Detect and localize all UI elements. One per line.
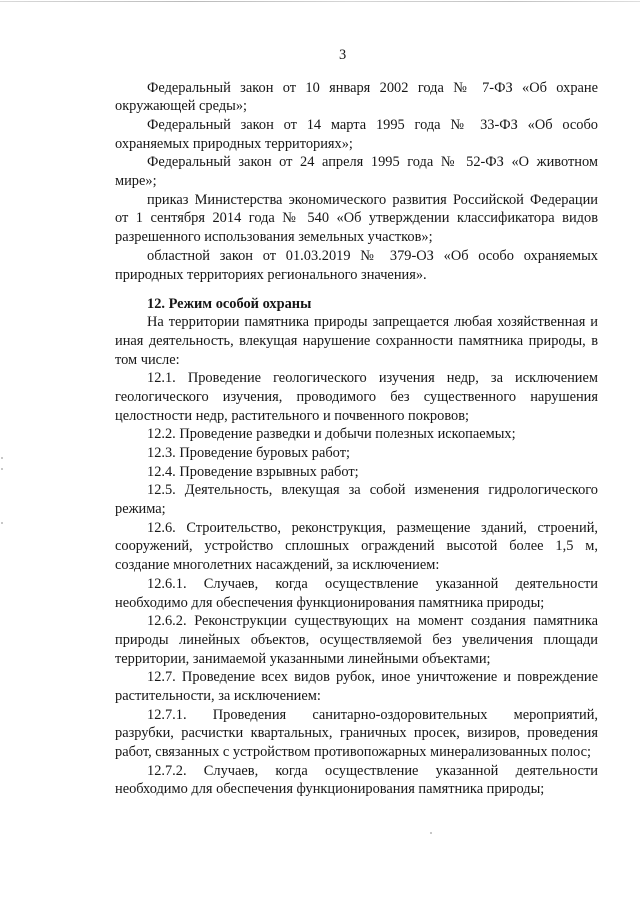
scan-speck (1, 522, 3, 524)
text-line: иная деятельность, влекущая нарушение сохранности памятника природы, в (115, 332, 598, 349)
text-line: охраняемых природных территориях»; (115, 135, 353, 152)
text-line: природы линейных объектов, осуществляемой без увеличения площади (115, 631, 598, 648)
list-item (115, 612, 598, 668)
text-line: растительности, за исключением: (115, 687, 321, 704)
text-line: мире»; (115, 173, 157, 190)
text-line: Федеральный закон от 14 марта 1995 года № 33-ФЗ «Об особо (147, 117, 598, 134)
text-line: 12.7.2. Случаев, когда осуществление указанной деятельности (147, 762, 598, 779)
text-line: 12.3. Проведение буровых работ; (147, 445, 350, 461)
scan-speck (430, 832, 432, 834)
text-line: разрубки, расчистки квартальных, граничных просек, визиров, проведения (115, 725, 598, 742)
page-number: 3 (339, 46, 347, 63)
scan-speck (1, 468, 3, 470)
text-line: окружающей среды»; (115, 98, 248, 115)
list-item (115, 575, 598, 612)
text-line: 12.6.2. Реконструкции существующих на момент создания памятника (147, 613, 598, 630)
scan-edge-line (0, 1, 640, 2)
reference-item (115, 116, 598, 153)
list-item (115, 444, 598, 463)
text-line: На территории памятника природы запрещается любая хозяйственная и (147, 314, 598, 331)
text-line: 12.4. Проведение взрывных работ; (147, 463, 359, 480)
list-item (115, 762, 598, 799)
text-line: приказ Министерства экономического развития Российской Федерации (147, 191, 598, 208)
reference-item (115, 247, 598, 284)
paragraph (115, 313, 598, 369)
document-body (115, 79, 598, 799)
text-line: Федеральный закон от 24 апреля 1995 года № 52-ФЗ «О животном (147, 154, 598, 171)
text-line: 12.5. Деятельность, влекущая за собой изменения гидрологического (147, 482, 598, 499)
text-line: природных территориях регионального значения». (115, 266, 427, 283)
list-item (115, 463, 598, 482)
text-line: Федеральный закон от 10 января 2002 года № 7-ФЗ «Об охране (147, 79, 598, 96)
reference-item (115, 79, 598, 116)
text-line: 12.2. Проведение разведки и добычи полезных ископаемых; (147, 426, 516, 443)
list-item (115, 668, 598, 705)
text-line: необходимо для обеспечения функционирования памятника природы; (115, 781, 545, 798)
text-line: областной закон от 01.03.2019 № 379-ОЗ «Об особо охраняемых (147, 247, 598, 264)
list-item (115, 706, 598, 762)
text-line: 12.7. Проведение всех видов рубок, иное уничтожение и повреждение (147, 669, 598, 686)
text-line: работ, связанных с устройством противопожарных минерализованных полос; (115, 744, 591, 760)
list-item (115, 519, 598, 575)
list-item (115, 425, 598, 444)
text-line: необходимо для обеспечения функционирования памятника природы; (115, 594, 545, 611)
text-line: том числе: (115, 351, 180, 368)
text-line: целостности недр, растительного и почвенного покровов; (115, 407, 470, 424)
reference-item (115, 153, 598, 190)
text-line: 12.1. Проведение геологического изучения недр, за исключением (147, 370, 598, 387)
section-heading: 12. Режим особой охраны (147, 295, 312, 312)
text-line: разрешенного использования земельных участков»; (115, 229, 433, 246)
text-line: 12.7.1. Проведения санитарно-оздоровительных мероприятий, (147, 706, 598, 723)
text-line: 12.6. Строительство, реконструкция, размещение зданий, строений, (147, 519, 598, 536)
reference-item (115, 191, 598, 247)
text-line: 12.6.1. Случаев, когда осуществление указанной деятельности (147, 575, 598, 592)
text-line: сооружений, устройство сплошных ограждений высотой более 1,5 м, (115, 538, 598, 555)
text-line: режима; (115, 501, 166, 518)
scan-speck (1, 457, 3, 459)
list-item (115, 481, 598, 518)
text-line: геологического изучения, проводимого без существенного нарушения (115, 388, 598, 405)
list-item (115, 369, 598, 425)
text-line: от 1 сентября 2014 года № 540 «Об утверждении классификатора видов (115, 210, 598, 227)
text-line: территории, занимаемой указанными линейными объектами; (115, 650, 491, 667)
text-line: создание многолетних насаждений, за исключением: (115, 557, 440, 574)
